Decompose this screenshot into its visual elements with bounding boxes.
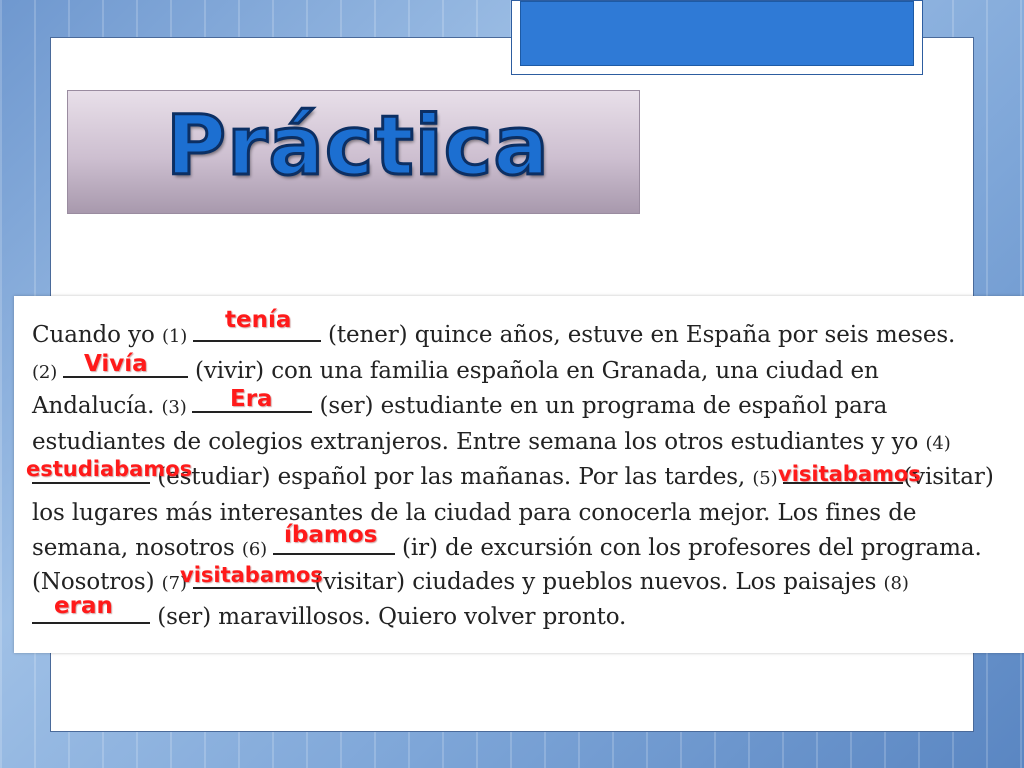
line-text: (ser) maravillosos. Quiero volver pronto. bbox=[150, 604, 627, 630]
header-accent-fill bbox=[520, 1, 914, 66]
exercise-line-7 bbox=[32, 535, 982, 561]
answer-7: visitabamos bbox=[180, 563, 323, 587]
exercise-line-2 bbox=[32, 358, 879, 384]
exercise-line-6 bbox=[32, 500, 916, 526]
answer-2: Vivía bbox=[84, 351, 148, 377]
answer-1: tenía bbox=[225, 307, 292, 333]
title-banner bbox=[67, 90, 640, 214]
answer-6: íbamos bbox=[284, 522, 378, 548]
line-text: (vivir) con una familia española en Granada, una ciudad en bbox=[187, 358, 879, 384]
answer-4: estudiabamos bbox=[26, 457, 193, 481]
item-number: (8) bbox=[883, 573, 909, 594]
item-number: (6) bbox=[241, 539, 273, 560]
answer-5: visitabamos bbox=[778, 462, 921, 486]
line-text: (tener) quince años, estuve en España por seis meses. bbox=[320, 322, 956, 348]
line-text: (Nosotros) bbox=[32, 569, 162, 595]
exercise-line-1 bbox=[32, 322, 955, 348]
line-text: estudiantes de colegios extranjeros. Entre semana los otros estudiantes y yo bbox=[32, 429, 926, 455]
line-text: Cuando yo bbox=[32, 322, 162, 348]
line-text: Andalucía. bbox=[32, 393, 162, 419]
line-text: (ser) estudiante en un programa de español para bbox=[312, 393, 888, 419]
line-text: (visitar) bbox=[903, 464, 994, 490]
item-number: (7) bbox=[161, 573, 193, 594]
item-number: (3) bbox=[161, 397, 193, 418]
exercise-line-4 bbox=[32, 429, 951, 455]
answer-3: Era bbox=[230, 386, 273, 412]
line-text: (estudiar) español por las mañanas. Por las tardes, bbox=[150, 464, 753, 490]
exercise-line-8 bbox=[32, 569, 909, 595]
slide-title: Práctica bbox=[166, 99, 550, 194]
line-text: semana, nosotros bbox=[32, 535, 242, 561]
header-accent-box bbox=[511, 0, 923, 75]
item-number: (1) bbox=[161, 326, 193, 347]
item-number: (2) bbox=[32, 362, 63, 383]
item-number: (4) bbox=[925, 433, 951, 454]
exercise-line-3 bbox=[32, 393, 887, 419]
item-number: (5) bbox=[752, 468, 784, 489]
answer-8: eran bbox=[54, 593, 113, 619]
exercise-line-9 bbox=[32, 604, 626, 630]
exercise-panel bbox=[14, 296, 1024, 653]
line-text: (visitar) ciudades y pueblos nuevos. Los paisajes bbox=[314, 569, 884, 595]
line-text: (ir) de excursión con los profesores del programa. bbox=[394, 535, 982, 561]
line-text: los lugares más interesantes de la ciudad para conocerla mejor. Los fines de bbox=[32, 500, 917, 526]
